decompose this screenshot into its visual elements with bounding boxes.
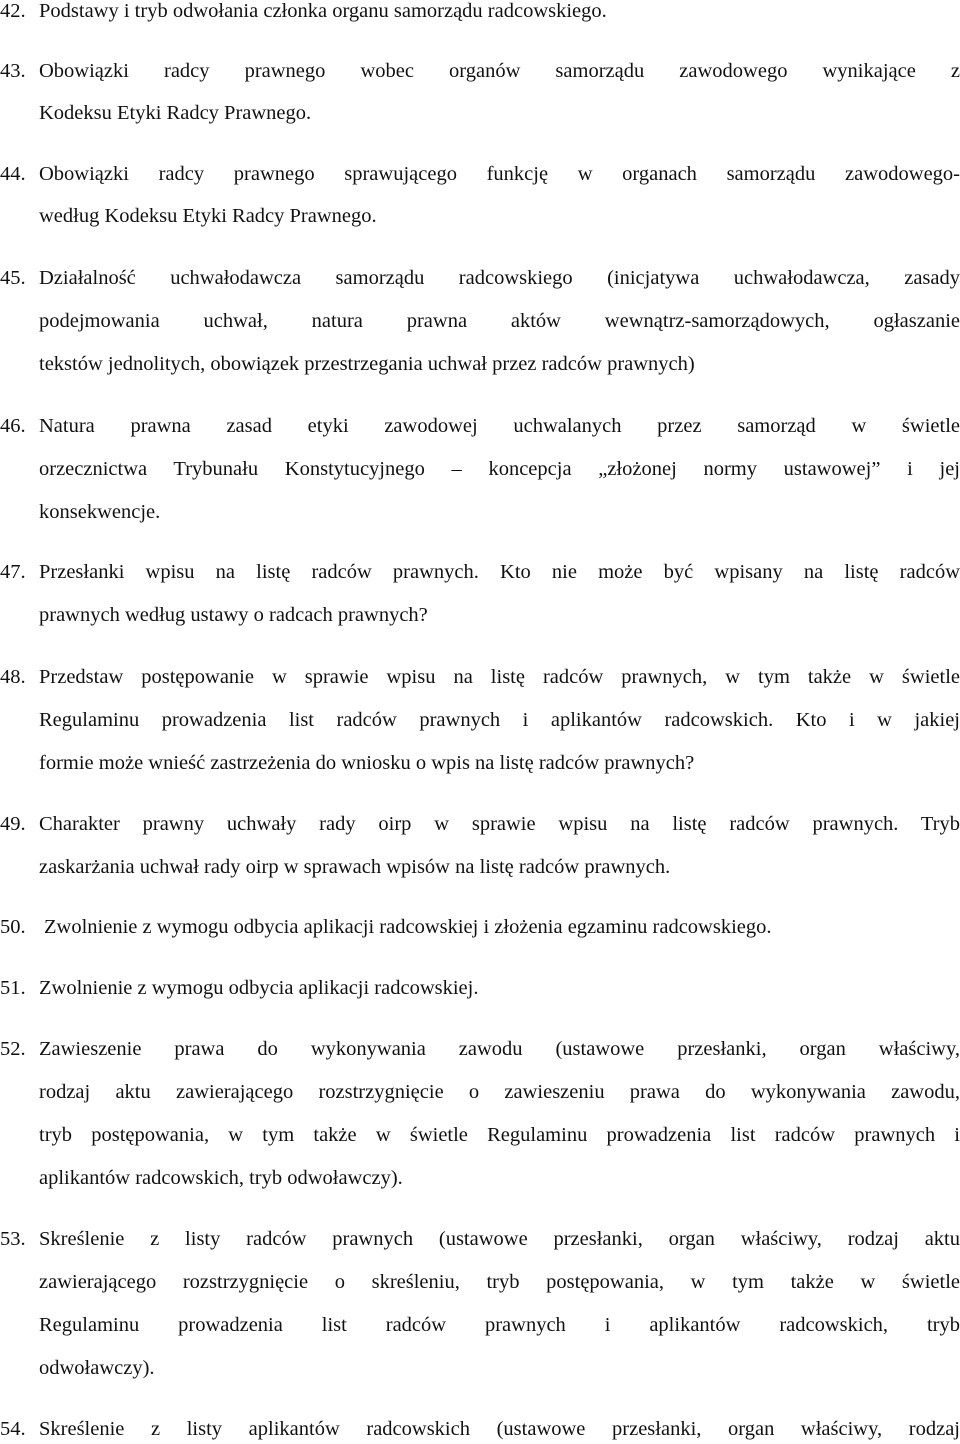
- item-number: 47.: [0, 561, 26, 583]
- item-text-line: Działalność uchwałodawcza samorządu radcowskiego (inicjatywa uchwałodawcza, zasady: [39, 267, 960, 289]
- item-text-line: Przedstaw postępowanie w sprawie wpisu na listę radców prawnych, w tym także w świetle: [39, 666, 960, 688]
- item-text-line: według Kodeksu Etyki Radcy Prawnego.: [39, 205, 377, 227]
- item-text-line: orzecznictwa Trybunału Konstytucyjnego – koncepcja „złożonej normy ustawowej” i jej: [39, 458, 960, 480]
- item-text-line: zaskarżania uchwał rady oirp w sprawach wpisów na listę radców prawnych.: [39, 856, 671, 878]
- item-text-line: tekstów jednolitych, obowiązek przestrzegania uchwał przez radców prawnych): [39, 353, 695, 375]
- item-text-line: Charakter prawny uchwały rady oirp w sprawie wpisu na listę radców prawnych. Tryb: [39, 813, 960, 835]
- item-text-line: Podstawy i tryb odwołania członka organu samorządu radcowskiego.: [39, 0, 607, 22]
- item-text-line: Zwolnienie z wymogu odbycia aplikacji radcowskiej i złożenia egzaminu radcowskiego.: [44, 916, 772, 938]
- item-number: 46.: [0, 415, 26, 437]
- item-number: 54.: [0, 1418, 26, 1440]
- item-text-line: prawnych według ustawy o radcach prawnych?: [39, 604, 428, 626]
- item-number: 42.: [0, 0, 26, 22]
- item-text-line: Obowiązki radcy prawnego wobec organów samorządu zawodowego wynikające z: [39, 60, 960, 82]
- item-text-line: tryb postępowania, w tym także w świetle Regulaminu prowadzenia list radców prawnych i: [39, 1124, 960, 1146]
- item-number: 43.: [0, 60, 26, 82]
- item-text-line: Regulaminu prowadzenia list radców prawnych i aplikantów radcowskich, tryb: [39, 1314, 960, 1336]
- item-text-line: konsekwencje.: [39, 501, 161, 523]
- item-text-line: Przesłanki wpisu na listę radców prawnych. Kto nie może być wpisany na listę radców: [39, 561, 960, 583]
- item-text-line: Natura prawna zasad etyki zawodowej uchwalanych przez samorząd w świetle: [39, 415, 960, 437]
- item-text-line: Regulaminu prowadzenia list radców prawnych i aplikantów radcowskich. Kto i w jakiej: [39, 709, 960, 731]
- item-text-line: zawierającego rozstrzygnięcie o skreśleniu, tryb postępowania, w tym także w świetle: [39, 1271, 960, 1293]
- item-text-line: podejmowania uchwał, natura prawna aktów wewnątrz-samorządowych, ogłaszanie: [39, 310, 960, 332]
- item-text-line: Skreślenie z listy aplikantów radcowskich (ustawowe przesłanki, organ właściwy, rodzaj: [39, 1418, 960, 1440]
- item-text-line: Obowiązki radcy prawnego sprawującego funkcję w organach samorządu zawodowego-: [39, 163, 960, 185]
- item-text-line: Zawieszenie prawa do wykonywania zawodu (ustawowe przesłanki, organ właściwy,: [39, 1038, 960, 1060]
- item-text-line: Kodeksu Etyki Radcy Prawnego.: [39, 102, 312, 124]
- item-text-line: Skreślenie z listy radców prawnych (ustawowe przesłanki, organ właściwy, rodzaj aktu: [39, 1228, 960, 1250]
- item-text-line: formie może wnieść zastrzeżenia do wniosku o wpis na listę radców prawnych?: [39, 752, 695, 774]
- item-number: 53.: [0, 1228, 26, 1250]
- item-number: 50.: [0, 916, 26, 938]
- item-text-line: rodzaj aktu zawierającego rozstrzygnięcie o zawieszeniu prawa do wykonywania zawodu,: [39, 1081, 960, 1103]
- item-number: 45.: [0, 267, 26, 289]
- item-number: 44.: [0, 163, 26, 185]
- item-text-line: Zwolnienie z wymogu odbycia aplikacji radcowskiej.: [39, 977, 479, 999]
- item-number: 49.: [0, 813, 26, 835]
- item-number: 51.: [0, 977, 26, 999]
- item-text-line: odwoławczy).: [39, 1357, 155, 1379]
- item-number: 52.: [0, 1038, 26, 1060]
- item-text-line: aplikantów radcowskich, tryb odwoławczy).: [39, 1167, 403, 1189]
- item-number: 48.: [0, 666, 26, 688]
